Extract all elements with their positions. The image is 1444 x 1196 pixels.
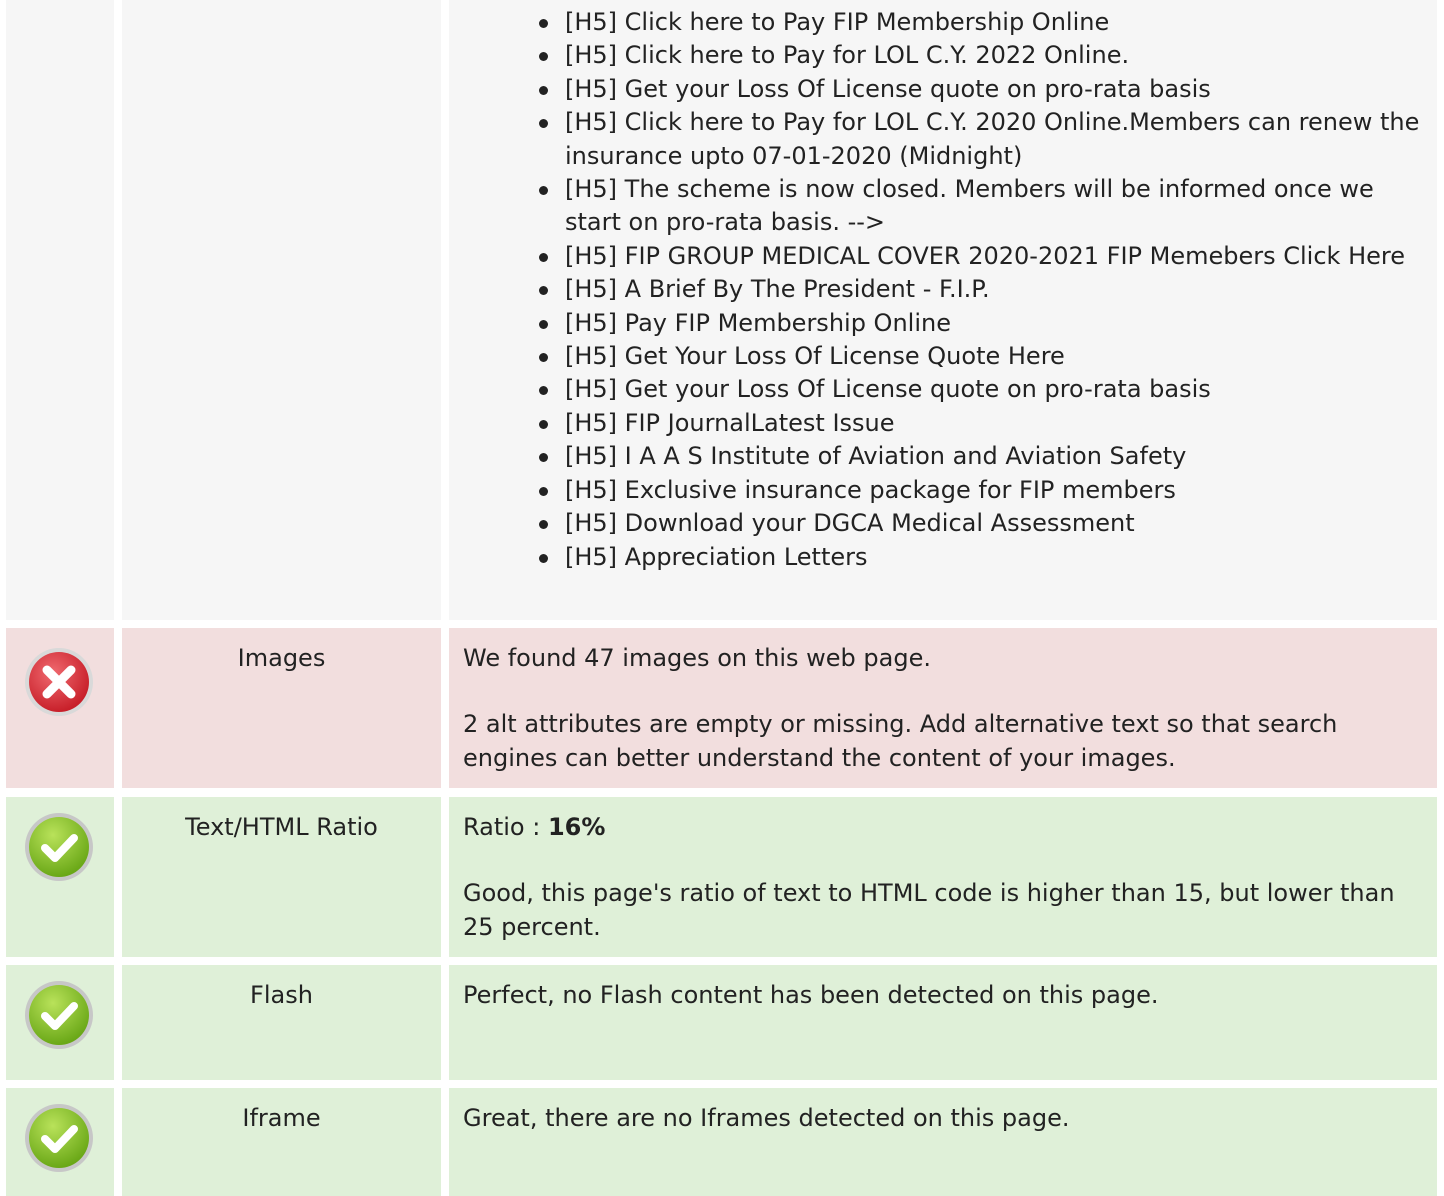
h5-heading-item: [H5] Pay FIP Membership Online [565,307,1427,340]
images-row [0,628,1444,788]
iframe-content-cell [449,1088,1437,1196]
ratio-status-cell [6,797,114,957]
iframe-text: Great, there are no Iframes detected on this page. [463,1104,1070,1132]
h5-heading-item: [H5] FIP JournalLatest Issue [565,407,1427,440]
ratio-value: 16% [547,813,606,841]
flash-label: Flash [250,981,313,1009]
h5-heading-item: [H5] Exclusive insurance package for FIP members [565,474,1427,507]
images-alt-text: 2 alt attributes are empty or missing. Add alternative text so that search engines can better understand the content of your images. [463,710,1338,772]
headings-content-cell [449,0,1437,620]
h5-heading-item: [H5] Appreciation Letters [565,541,1427,574]
h5-heading-item: [H5] FIP GROUP MEDICAL COVER 2020-2021 FIP Memebers Click Here [565,240,1427,273]
flash-row [0,965,1444,1080]
h5-heading-item: [H5] Get Your Loss Of License Quote Here [565,340,1427,373]
iframe-status-cell [6,1088,114,1196]
images-label: Images [237,644,326,672]
flash-text: Perfect, no Flash content has been detected on this page. [463,981,1159,1009]
iframe-label-cell [122,1088,441,1196]
h5-heading-item: [H5] Get your Loss Of License quote on pro-rata basis [565,373,1427,406]
flash-content [463,979,1423,1012]
images-count-text: We found 47 images on this web page. [463,644,931,672]
iframe-content [463,1102,1423,1135]
ratio-label-cell [122,797,441,957]
flash-content-cell [449,965,1437,1080]
ratio-value-line [463,811,1423,844]
headings-label-cell [122,0,441,620]
error-icon [23,646,95,718]
headings-status-cell [6,0,114,620]
ratio-label: Text/HTML Ratio [185,813,378,841]
h5-heading-item: [H5] Download your DGCA Medical Assessment [565,507,1427,540]
h5-heading-item: [H5] Click here to Pay FIP Membership Online [565,6,1427,39]
flash-label-cell [122,965,441,1080]
ratio-description: Good, this page's ratio of text to HTML code is higher than 15, but lower than 25 percent. [463,879,1395,941]
check-icon [23,979,95,1051]
h5-heading-item: [H5] Get your Loss Of License quote on pro-rata basis [565,73,1427,106]
check-icon [23,1102,95,1174]
flash-status-cell [6,965,114,1080]
images-content-cell [449,628,1437,788]
ratio-prefix: Ratio : [463,813,548,841]
images-status-cell [6,628,114,788]
h5-heading-list [565,6,1427,574]
h5-heading-item: [H5] I A A S Institute of Aviation and Aviation Safety [565,440,1427,473]
ratio-content-cell [449,797,1437,957]
ratio-row [0,797,1444,957]
h5-heading-item: [H5] Click here to Pay for LOL C.Y. 2022 Online. [565,39,1427,72]
images-content [463,642,1423,775]
h5-heading-item: [H5] The scheme is now closed. Members will be informed once we start on pro-rata basis. --> [565,173,1427,240]
h5-heading-item: [H5] A Brief By The President - F.I.P. [565,273,1427,306]
check-icon [23,811,95,883]
h5-heading-item: [H5] Click here to Pay for LOL C.Y. 2020 Online.Members can renew the insurance upto 07-01-2020 (Midnight) [565,106,1427,173]
iframe-row [0,1088,1444,1196]
images-label-cell [122,628,441,788]
ratio-content [463,811,1423,944]
iframe-label: Iframe [242,1104,321,1132]
